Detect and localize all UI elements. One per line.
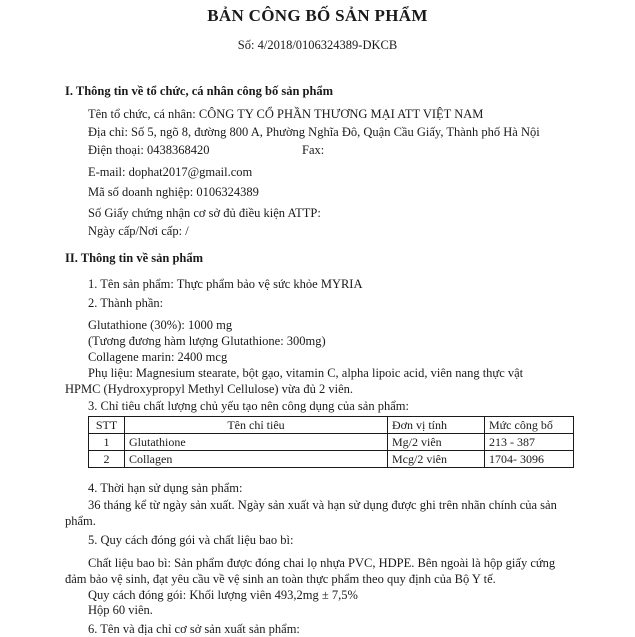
ingredient-line: Glutathione (30%): 1000 mg <box>88 318 233 332</box>
org-tax-code: Mã số doanh nghiệp: 0106324389 <box>88 185 259 199</box>
table-cell: Mcg/2 viên <box>388 451 485 468</box>
product-name: 1. Tên sản phẩm: Thực phẩm bảo vệ sức khỏe MYRIA <box>88 277 363 291</box>
table-cell: 213 - 387 <box>485 434 574 451</box>
shelf-life-text: 36 tháng kể từ ngày sản xuất. Ngày sản xuất và hạn sử dụng được ghi trên nhãn chính của sản <box>88 498 557 512</box>
cert-issue-info: Ngày cấp/Nơi cấp: / <box>88 224 189 238</box>
table-cell: Collagen <box>125 451 388 468</box>
table-row <box>89 451 574 468</box>
ingredient-line: Collagene marin: 2400 mcg <box>88 350 228 364</box>
ingredient-line: HPMC (Hydroxypropyl Methyl Cellulose) vừa đủ 2 viên. <box>65 382 354 396</box>
org-fax: Fax: <box>302 143 325 157</box>
table-cell: 2 <box>89 451 125 468</box>
table-header-cell: STT <box>89 417 125 434</box>
packaging-text: Quy cách đóng gói: Khối lượng viên 493,2mg ± 7,5% <box>88 588 358 602</box>
org-email: E-mail: dophat2017@gmail.com <box>88 165 253 179</box>
quality-heading: 3. Chỉ tiêu chất lượng chủ yếu tạo nên công dụng của sản phẩm: <box>88 399 409 413</box>
document-title: BẢN CÔNG BỐ SẢN PHẨM <box>207 6 428 25</box>
org-address: Địa chỉ: Số 5, ngõ 8, đường 800 A, Phường Nghĩa Đô, Quận Cầu Giấy, Thành phố Hà Nội <box>88 125 540 139</box>
table-cell: 1 <box>89 434 125 451</box>
shelf-life-heading: 4. Thời hạn sử dụng sản phẩm: <box>88 481 243 495</box>
ingredient-line: Phụ liệu: Magnesium stearate, bột gạo, vitamin C, alpha lipoic acid, viên nang thực vật <box>88 366 524 380</box>
ingredients-heading: 2. Thành phần: <box>88 296 164 310</box>
table-cell: Glutathione <box>125 434 388 451</box>
packaging-text: Chất liệu bao bì: Sản phẩm được đóng chai lọ nhựa PVC, HDPE. Bên ngoài là hộp giấy cứng <box>88 556 556 570</box>
section-1-heading: I. Thông tin về tổ chức, cá nhân công bố sản phẩm <box>65 84 334 98</box>
food-safety-cert: Số Giấy chứng nhận cơ sở đủ điều kiện ATTP: <box>88 206 321 220</box>
org-phone: Điện thoại: 0438368420 <box>88 143 210 157</box>
table-cell: Mg/2 viên <box>388 434 485 451</box>
quality-table <box>88 416 574 468</box>
packaging-text: đảm bảo vệ sinh, đạt yêu cầu về vệ sinh an toàn thực phẩm theo quy định của Bộ Y tế. <box>65 572 496 586</box>
ingredient-line: (Tương đương hàm lượng Glutathione: 300mg) <box>88 334 326 348</box>
section-2-heading: II. Thông tin về sản phẩm <box>65 251 204 265</box>
org-name: Tên tổ chức, cá nhân: CÔNG TY CỔ PHẦN THƯƠNG MẠI ATT VIỆT NAM <box>88 107 484 121</box>
table-cell: 1704- 3096 <box>485 451 574 468</box>
manufacturer-heading: 6. Tên và địa chỉ cơ sở sản xuất sản phẩm: <box>88 622 300 636</box>
table-header-cell: Tên chỉ tiêu <box>125 417 388 434</box>
shelf-life-text: phẩm. <box>65 514 96 528</box>
document-number: Số: 4/2018/0106324389-DKCB <box>237 38 398 52</box>
table-header-cell: Mức công bố <box>485 417 574 434</box>
packaging-heading: 5. Quy cách đóng gói và chất liệu bao bì: <box>88 533 294 547</box>
packaging-text: Hộp 60 viên. <box>88 603 153 617</box>
table-header-cell: Đơn vị tính <box>388 417 485 434</box>
table-header-row <box>89 417 574 434</box>
table-row <box>89 434 574 451</box>
